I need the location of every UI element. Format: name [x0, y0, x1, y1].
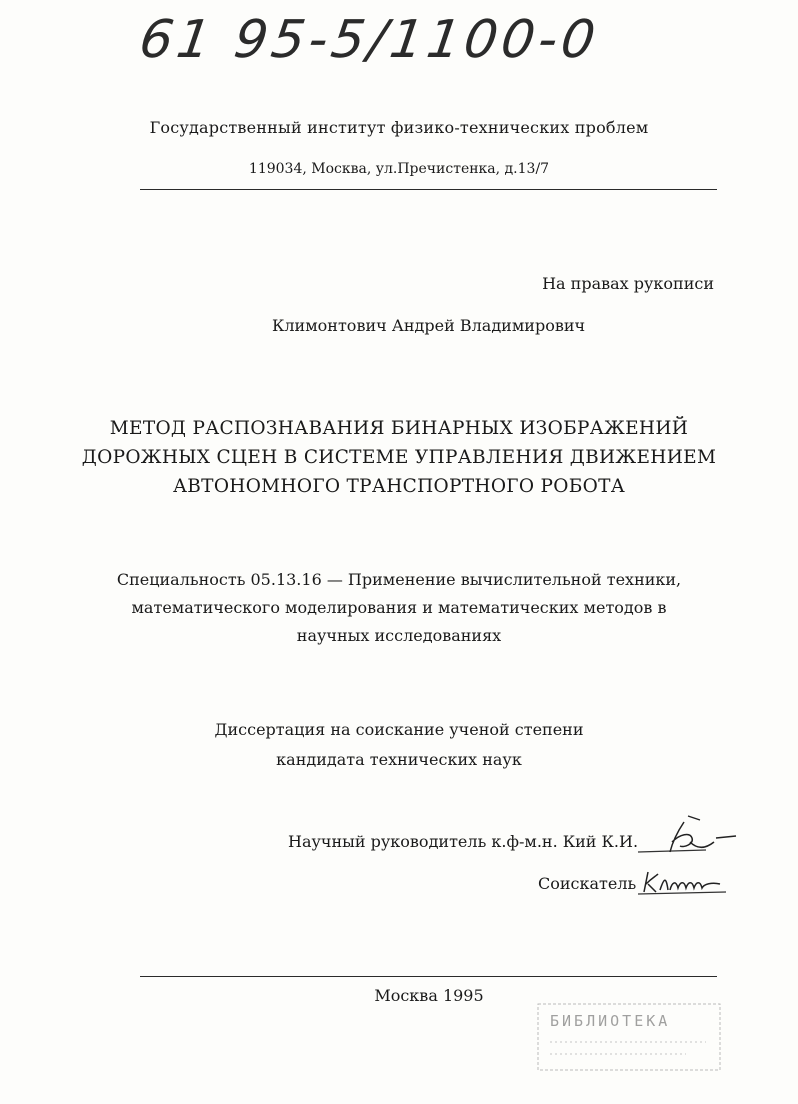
- title-line: ДОРОЖНЫХ СЦЕН В СИСТЕМЕ УПРАВЛЕНИЯ ДВИЖЕНИЕМ: [81, 447, 717, 468]
- specialty-line: математического моделирования и математических методов в: [131, 598, 667, 617]
- applicant-signature: [636, 864, 736, 904]
- institute-address: 119034, Москва, ул.Пречистенка, д.13/7: [248, 161, 550, 177]
- title-line: МЕТОД РАСПОЗНАВАНИЯ БИНАРНЫХ ИЗОБРАЖЕНИЙ: [109, 418, 689, 439]
- specialty-description: [60, 566, 738, 650]
- handwritten-registry-number: 61 95-5/1100-0: [135, 10, 603, 70]
- degree-line: Диссертация на соискание ученой степени: [214, 720, 584, 739]
- degree-line: кандидата технических наук: [276, 750, 522, 769]
- library-stamp-text: БИБЛИОТЕКА: [550, 1012, 671, 1030]
- author-name: Климонтович Андрей Владимирович: [272, 316, 586, 335]
- specialty-line: Специальность 05.13.16 — Применение вычислительной техники,: [116, 570, 682, 589]
- library-stamp: [536, 1002, 722, 1072]
- supervisor-signature: [636, 812, 746, 862]
- institute-name: Государственный институт физико-технических проблем: [149, 118, 649, 137]
- title-line: АВТОНОМНОГО ТРАНСПОРТНОГО РОБОТА: [172, 476, 626, 497]
- footer-divider: [140, 976, 717, 977]
- degree-statement: [0, 715, 798, 775]
- dissertation-title: [60, 414, 738, 501]
- specialty-line: научных исследованиях: [296, 626, 502, 645]
- applicant-line: Соискатель: [538, 874, 637, 893]
- manuscript-rights-note: На правах рукописи: [542, 274, 714, 293]
- header-divider: [140, 189, 717, 190]
- city-and-year: Москва 1995: [374, 986, 484, 1005]
- supervisor-line: Научный руководитель к.ф-м.н. Кий К.И.: [288, 832, 639, 851]
